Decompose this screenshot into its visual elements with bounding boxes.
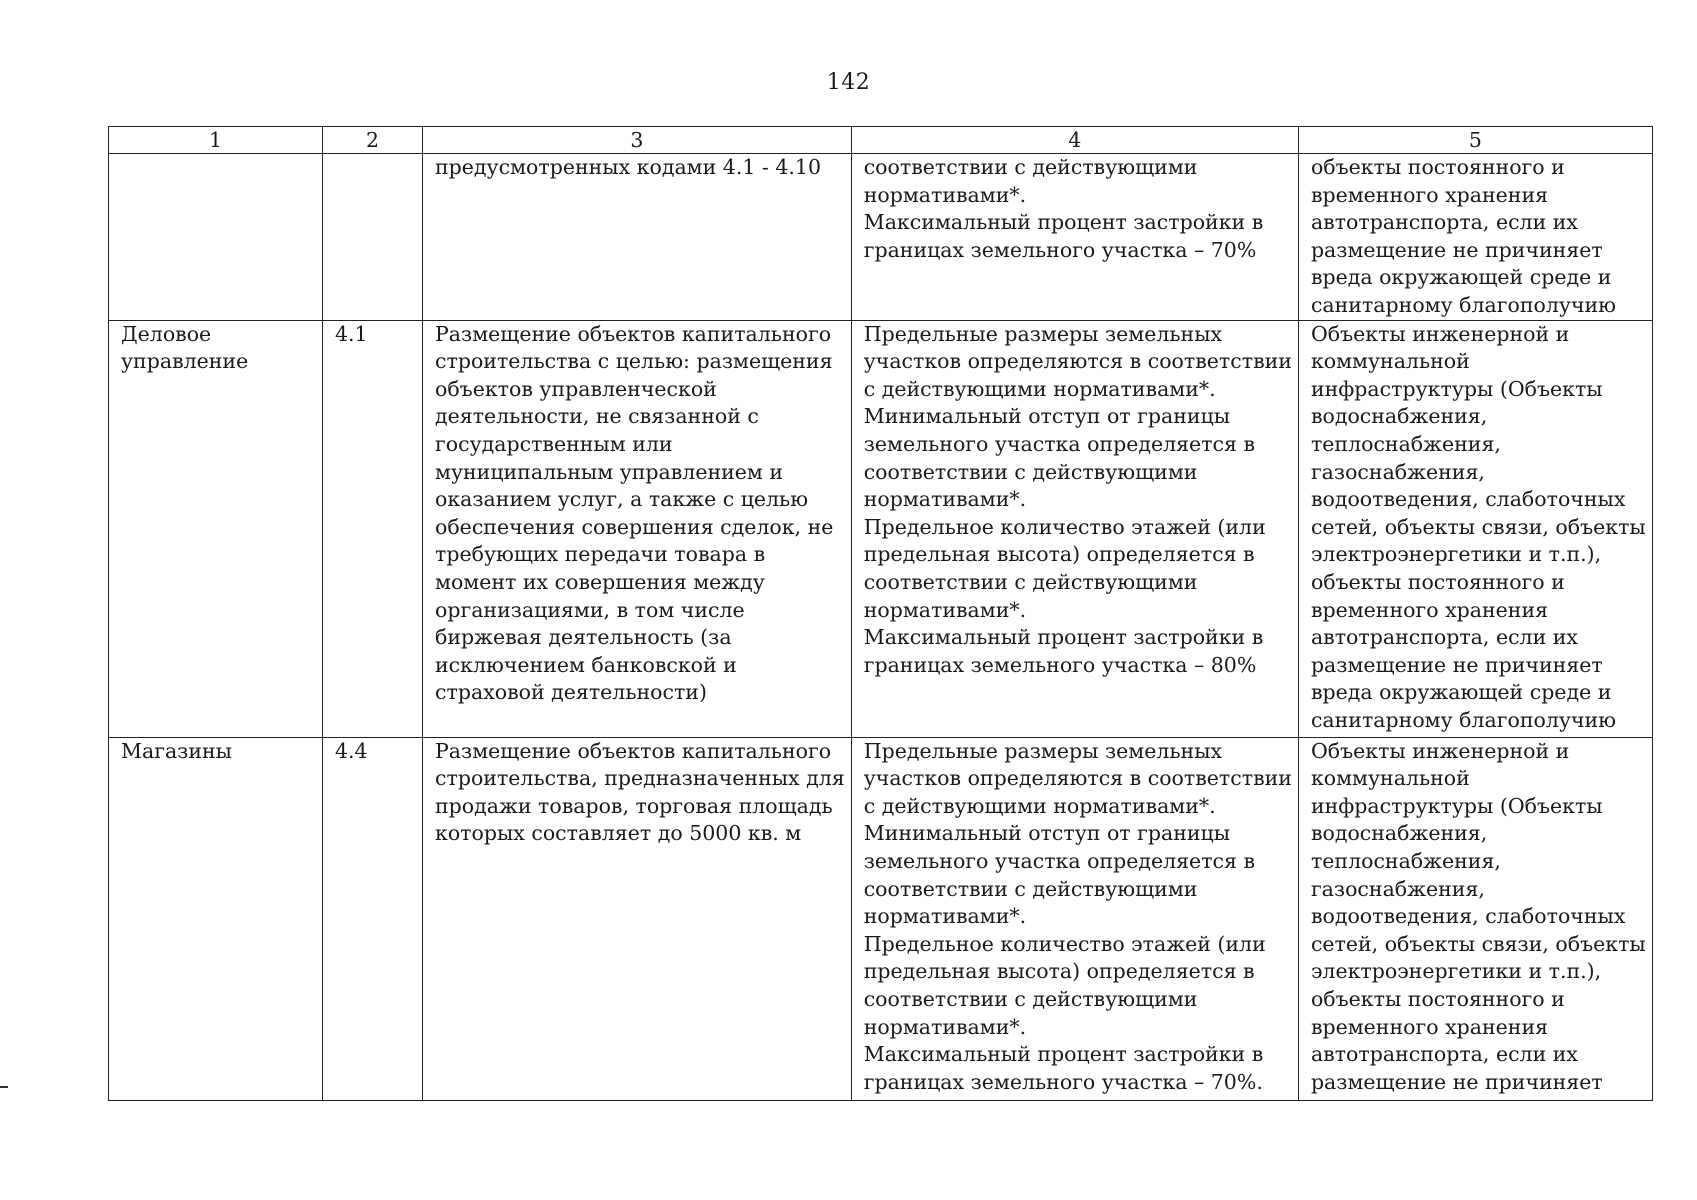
- parameters-line: соответствии с действующими: [863, 459, 1198, 484]
- auxiliary-line: сетей, объекты связи, объекты: [1310, 931, 1646, 956]
- parameters-line: нормативами*.: [863, 1014, 1027, 1039]
- auxiliary-line: газоснабжения,: [1310, 876, 1485, 901]
- parameters-line: с действующими нормативами*.: [863, 793, 1216, 818]
- auxiliary-line: инфраструктуры (Объекты: [1310, 793, 1603, 818]
- parameters-line: границах земельного участка – 80%: [863, 652, 1257, 677]
- parameters-line: границах земельного участка – 70%: [863, 237, 1257, 262]
- description-line: исключением банковской и: [435, 652, 737, 677]
- parameters-line: нормативами*.: [863, 597, 1027, 622]
- use-code: 4.1: [335, 321, 368, 346]
- description-line: обеспечения совершения сделок, не: [435, 514, 834, 539]
- auxiliary-line: временного хранения: [1310, 182, 1549, 207]
- page-number: 142: [826, 70, 871, 95]
- auxiliary-line: временного хранения: [1310, 597, 1549, 622]
- column-number-1: 1: [109, 127, 323, 154]
- column-number-2: 2: [323, 127, 423, 154]
- use-code: 4.4: [335, 738, 368, 763]
- auxiliary-line: сетей, объекты связи, объекты: [1310, 514, 1646, 539]
- parameters-line: участков определяются в соответствии: [863, 349, 1292, 374]
- parameters-line: соответствии с действующими: [863, 569, 1198, 594]
- description-line: которых составляет до 5000 кв. м: [435, 821, 802, 846]
- use-code-cell: [323, 320, 423, 737]
- description-line: предусмотренных кодами 4.1 - 4.10: [435, 155, 822, 179]
- auxiliary-line: теплоснабжения,: [1310, 848, 1501, 873]
- parameters-line: участков определяются в соответствии: [863, 766, 1292, 791]
- description-line: деятельности, не связанной с: [435, 404, 759, 429]
- auxiliary-uses-cell: [1298, 154, 1652, 321]
- auxiliary-line: вреда окружающей среде и: [1310, 265, 1612, 290]
- parameters-line: Предельное количество этажей (или: [863, 514, 1266, 539]
- use-name-cell: [109, 737, 323, 1100]
- auxiliary-line: инфраструктуры (Объекты: [1310, 376, 1603, 401]
- auxiliary-line: автотранспорта, если их: [1310, 210, 1578, 235]
- auxiliary-line: объекты постоянного и: [1310, 986, 1565, 1011]
- auxiliary-line: автотранспорта, если их: [1310, 625, 1578, 650]
- parameters-line: земельного участка определяется в: [863, 848, 1256, 873]
- parameters-line: предельная высота) определяется в: [863, 542, 1255, 567]
- auxiliary-line: водоснабжения,: [1310, 404, 1488, 429]
- use-name-line: Магазины: [121, 738, 232, 763]
- use-description-cell: [423, 320, 852, 737]
- description-line: строительства с целью: размещения: [435, 349, 833, 374]
- auxiliary-line: объекты постоянного и: [1310, 569, 1565, 594]
- description-line: биржевая деятельность (за: [435, 625, 732, 650]
- use-description-cell: [423, 154, 852, 321]
- description-line: объектов управленческой: [435, 376, 717, 401]
- table-row: [109, 320, 1653, 737]
- use-code-cell: [323, 154, 423, 321]
- description-line: требующих передачи товара в: [435, 542, 766, 567]
- auxiliary-line: размещение не причиняет: [1310, 237, 1603, 262]
- auxiliary-line: водоотведения, слаботочных: [1310, 487, 1626, 512]
- use-name-cell: [109, 154, 323, 321]
- use-name-line: Деловое: [121, 321, 212, 346]
- column-number-3: 3: [423, 127, 852, 154]
- parameters-line: Максимальный процент застройки в: [863, 210, 1264, 235]
- parameters-line: нормативами*.: [863, 182, 1027, 207]
- description-line: Размещение объектов капитального: [435, 321, 832, 346]
- auxiliary-line: размещение не причиняет: [1310, 1069, 1603, 1094]
- zoning-table: [108, 126, 1653, 1101]
- parameters-line: предельная высота) определяется в: [863, 959, 1255, 984]
- parameters-line: Предельные размеры земельных: [863, 321, 1223, 346]
- use-name-line: управление: [121, 349, 249, 374]
- parameters-cell: [851, 737, 1298, 1100]
- description-line: страховой деятельности): [435, 680, 707, 705]
- parameters-line: земельного участка определяется в: [863, 431, 1256, 456]
- parameters-cell: [851, 320, 1298, 737]
- auxiliary-uses-cell: [1298, 737, 1652, 1100]
- description-line: государственным или: [435, 431, 673, 456]
- auxiliary-line: санитарному благополучию: [1310, 707, 1617, 732]
- auxiliary-line: размещение не причиняет: [1310, 652, 1603, 677]
- auxiliary-line: объекты постоянного и: [1310, 155, 1565, 179]
- description-line: организациями, в том числе: [435, 597, 745, 622]
- column-number-4: 4: [851, 127, 1298, 154]
- auxiliary-line: электроэнергетики и т.п.),: [1310, 542, 1602, 567]
- parameters-line: с действующими нормативами*.: [863, 376, 1216, 401]
- description-line: строительства, предназначенных для: [435, 766, 845, 791]
- parameters-line: Максимальный процент застройки в: [863, 1042, 1264, 1067]
- auxiliary-line: электроэнергетики и т.п.),: [1310, 959, 1602, 984]
- header-row: [109, 127, 1653, 154]
- description-line: Размещение объектов капитального: [435, 738, 832, 763]
- parameters-line: нормативами*.: [863, 487, 1027, 512]
- description-line: оказанием услуг, а также с целью: [435, 487, 809, 512]
- auxiliary-line: санитарному благополучию: [1310, 292, 1617, 317]
- parameters-line: нормативами*.: [863, 904, 1027, 929]
- auxiliary-line: коммунальной: [1310, 766, 1470, 791]
- parameters-line: Минимальный отступ от границы: [863, 821, 1231, 846]
- description-line: муниципальным управлением и: [435, 459, 784, 484]
- table-row: [109, 737, 1653, 1100]
- auxiliary-line: вреда окружающей среде и: [1310, 680, 1612, 705]
- parameters-line: Минимальный отступ от границы: [863, 404, 1231, 429]
- parameters-line: соответствии с действующими: [863, 876, 1198, 901]
- parameters-line: Предельное количество этажей (или: [863, 931, 1266, 956]
- scan-margin-mark: [0, 1086, 8, 1088]
- parameters-cell: [851, 154, 1298, 321]
- auxiliary-line: Объекты инженерной и: [1310, 321, 1570, 346]
- parameters-line: границах земельного участка – 70%.: [863, 1069, 1263, 1094]
- description-line: момент их совершения между: [435, 569, 765, 594]
- parameters-line: соответствии с действующими: [863, 155, 1198, 179]
- description-line: продажи товаров, торговая площадь: [435, 793, 833, 818]
- auxiliary-line: газоснабжения,: [1310, 459, 1485, 484]
- parameters-line: Предельные размеры земельных: [863, 738, 1223, 763]
- parameters-line: соответствии с действующими: [863, 986, 1198, 1011]
- auxiliary-line: водоотведения, слаботочных: [1310, 904, 1626, 929]
- column-number-5: 5: [1298, 127, 1652, 154]
- auxiliary-line: автотранспорта, если их: [1310, 1042, 1578, 1067]
- use-code-cell: [323, 737, 423, 1100]
- table-row: [109, 154, 1653, 321]
- auxiliary-line: временного хранения: [1310, 1014, 1549, 1039]
- use-description-cell: [423, 737, 852, 1100]
- auxiliary-uses-cell: [1298, 320, 1652, 737]
- auxiliary-line: Объекты инженерной и: [1310, 738, 1570, 763]
- auxiliary-line: водоснабжения,: [1310, 821, 1488, 846]
- use-name-cell: [109, 320, 323, 737]
- auxiliary-line: теплоснабжения,: [1310, 431, 1501, 456]
- parameters-line: Максимальный процент застройки в: [863, 625, 1264, 650]
- auxiliary-line: коммунальной: [1310, 349, 1470, 374]
